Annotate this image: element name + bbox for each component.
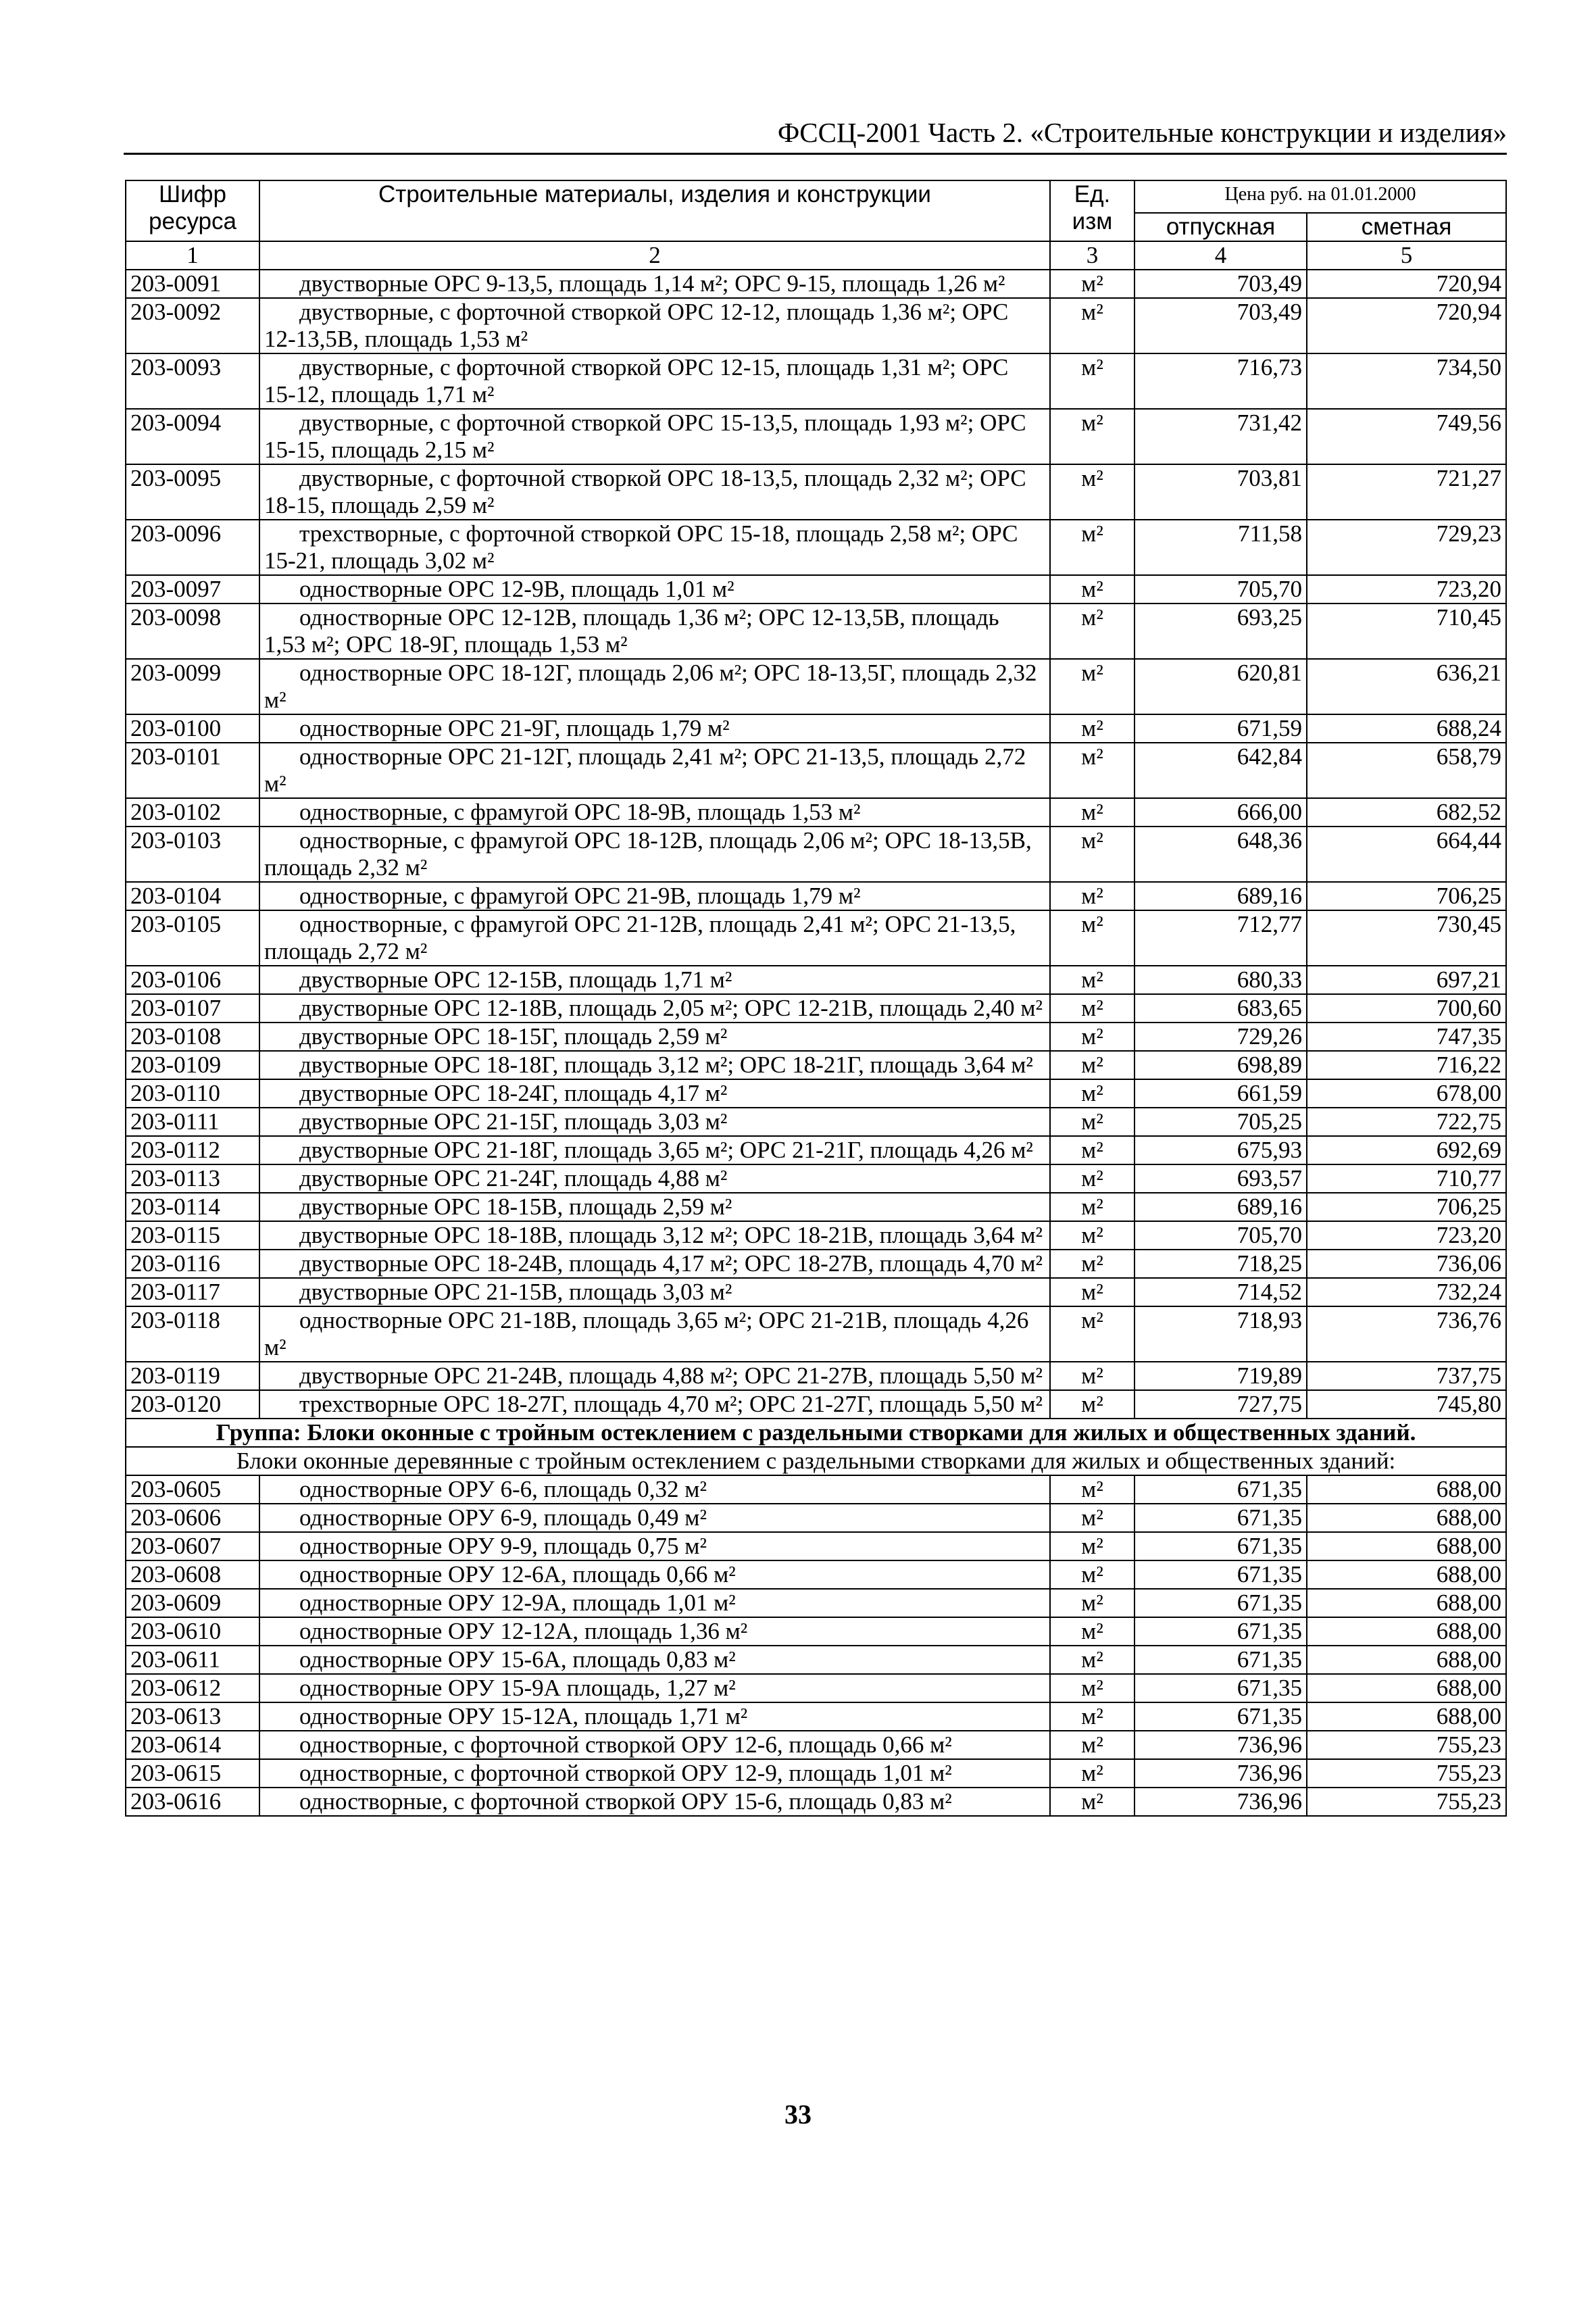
unit-cell: м²: [1050, 659, 1134, 714]
table-row: [126, 1164, 1506, 1193]
unit-cell: м²: [1050, 1250, 1134, 1278]
price-release-cell: 698,89: [1134, 1051, 1307, 1079]
resource-code: 203-0115: [126, 1221, 259, 1250]
item-description: двустворные ОРС 12-15В, площадь 1,71 м²: [259, 966, 1050, 994]
table-row: [126, 882, 1506, 910]
price-release-cell: 705,25: [1134, 1108, 1307, 1136]
item-description: двустворные ОРС 18-15Г, площадь 2,59 м²: [259, 1023, 1050, 1051]
price-table: [125, 180, 1507, 1817]
price-estimate-cell: 749,56: [1307, 409, 1506, 464]
item-description: двустворные ОРС 18-18В, площадь 3,12 м²; ОРС 18-21В, площадь 3,64 м²: [259, 1221, 1050, 1250]
resource-code: 203-0613: [126, 1702, 259, 1731]
item-description: двустворные ОРС 18-24Г, площадь 4,17 м²: [259, 1079, 1050, 1108]
unit-cell: м²: [1050, 1504, 1134, 1532]
unit-cell: м²: [1050, 1646, 1134, 1674]
table-row: [126, 1617, 1506, 1646]
unit-cell: м²: [1050, 882, 1134, 910]
price-estimate-cell: 755,23: [1307, 1731, 1506, 1759]
price-estimate-cell: 697,21: [1307, 966, 1506, 994]
price-release-cell: 703,49: [1134, 270, 1307, 298]
resource-code: 203-0093: [126, 353, 259, 409]
price-estimate-cell: 723,20: [1307, 1221, 1506, 1250]
price-release-cell: 703,81: [1134, 464, 1307, 520]
item-description: одностворные, с фрамугой ОРС 21-9В, площадь 1,79 м²: [259, 882, 1050, 910]
resource-code: 203-0100: [126, 714, 259, 743]
price-estimate-cell: 745,80: [1307, 1390, 1506, 1419]
price-estimate-cell: 755,23: [1307, 1788, 1506, 1816]
group-subtitle-row: [126, 1447, 1506, 1475]
resource-code: 203-0102: [126, 798, 259, 827]
item-description: одностворные, с фрамугой ОРС 18-12В, площадь 2,06 м²; ОРС 18-13,5В, площадь 2,32 м²: [259, 827, 1050, 882]
header-name: Строительные материалы, изделия и конструкции: [259, 180, 1050, 241]
price-estimate-cell: 664,44: [1307, 827, 1506, 882]
item-description: двустворные ОРС 9-13,5, площадь 1,14 м²; ОРС 9-15, площадь 1,26 м²: [259, 270, 1050, 298]
price-release-cell: 666,00: [1134, 798, 1307, 827]
price-estimate-cell: 688,00: [1307, 1475, 1506, 1504]
resource-code: 203-0615: [126, 1759, 259, 1788]
column-number: 4: [1134, 241, 1307, 270]
price-estimate-cell: 736,76: [1307, 1306, 1506, 1362]
resource-code: 203-0606: [126, 1504, 259, 1532]
price-estimate-cell: 729,23: [1307, 520, 1506, 575]
header-price: Цена руб. на 01.01.2000: [1134, 180, 1506, 213]
resource-code: 203-0611: [126, 1646, 259, 1674]
price-release-cell: 718,93: [1134, 1306, 1307, 1362]
price-release-cell: 731,42: [1134, 409, 1307, 464]
resource-code: 203-0108: [126, 1023, 259, 1051]
table-row: [126, 1731, 1506, 1759]
item-description: двустворные ОРС 21-24Г, площадь 4,88 м²: [259, 1164, 1050, 1193]
resource-code: 203-0103: [126, 827, 259, 882]
price-estimate-cell: 636,21: [1307, 659, 1506, 714]
resource-code: 203-0612: [126, 1674, 259, 1702]
unit-cell: м²: [1050, 1674, 1134, 1702]
resource-code: 203-0110: [126, 1079, 259, 1108]
price-release-cell: 671,35: [1134, 1504, 1307, 1532]
item-description: одностворные ОРУ 15-9А площадь, 1,27 м²: [259, 1674, 1050, 1702]
unit-cell: м²: [1050, 1617, 1134, 1646]
table-row: [126, 966, 1506, 994]
table-row: [126, 1646, 1506, 1674]
price-estimate-cell: 688,24: [1307, 714, 1506, 743]
price-estimate-cell: 688,00: [1307, 1617, 1506, 1646]
table-header-row: [126, 180, 1506, 213]
price-estimate-cell: 700,60: [1307, 994, 1506, 1023]
unit-cell: м²: [1050, 604, 1134, 659]
price-release-cell: 680,33: [1134, 966, 1307, 994]
price-estimate-cell: 688,00: [1307, 1646, 1506, 1674]
price-estimate-cell: 706,25: [1307, 882, 1506, 910]
unit-cell: м²: [1050, 464, 1134, 520]
table-row: [126, 575, 1506, 604]
column-number: 3: [1050, 241, 1134, 270]
price-release-cell: 736,96: [1134, 1759, 1307, 1788]
item-description: двустворные, с форточной створкой ОРС 12-15, площадь 1,31 м²; ОРС 15-12, площадь 1,71 м²: [259, 353, 1050, 409]
resource-code: 203-0107: [126, 994, 259, 1023]
price-estimate-cell: 747,35: [1307, 1023, 1506, 1051]
header-price-estimate: сметная: [1307, 213, 1506, 241]
resource-code: 203-0105: [126, 910, 259, 966]
group-title: Группа: Блоки оконные с тройным остеклением с раздельными створками для жилых и общественных зданий.: [126, 1419, 1506, 1447]
unit-cell: м²: [1050, 520, 1134, 575]
price-estimate-cell: 710,45: [1307, 604, 1506, 659]
resource-code: 203-0608: [126, 1560, 259, 1589]
price-estimate-cell: 716,22: [1307, 1051, 1506, 1079]
resource-code: 203-0614: [126, 1731, 259, 1759]
resource-code: 203-0109: [126, 1051, 259, 1079]
unit-cell: м²: [1050, 1759, 1134, 1788]
price-estimate-cell: 737,75: [1307, 1362, 1506, 1390]
unit-cell: м²: [1050, 966, 1134, 994]
unit-cell: м²: [1050, 994, 1134, 1023]
item-description: двустворные, с форточной створкой ОРС 12-12, площадь 1,36 м²; ОРС 12-13,5В, площадь 1,53 м²: [259, 298, 1050, 353]
table-row: [126, 1108, 1506, 1136]
unit-cell: м²: [1050, 1589, 1134, 1617]
table-row: [126, 270, 1506, 298]
unit-cell: м²: [1050, 1731, 1134, 1759]
resource-code: 203-0099: [126, 659, 259, 714]
item-description: одностворные, с форточной створкой ОРУ 15-6, площадь 0,83 м²: [259, 1788, 1050, 1816]
price-release-cell: 671,35: [1134, 1475, 1307, 1504]
item-description: двустворные ОРС 18-18Г, площадь 3,12 м²; ОРС 18-21Г, площадь 3,64 м²: [259, 1051, 1050, 1079]
unit-cell: м²: [1050, 798, 1134, 827]
price-release-cell: 736,96: [1134, 1731, 1307, 1759]
price-release-cell: 671,35: [1134, 1532, 1307, 1560]
price-release-cell: 705,70: [1134, 575, 1307, 604]
price-release-cell: 642,84: [1134, 743, 1307, 798]
price-estimate-cell: 688,00: [1307, 1589, 1506, 1617]
price-estimate-cell: 688,00: [1307, 1532, 1506, 1560]
price-estimate-cell: 723,20: [1307, 575, 1506, 604]
unit-cell: м²: [1050, 1788, 1134, 1816]
table-row: [126, 1532, 1506, 1560]
price-estimate-cell: 678,00: [1307, 1079, 1506, 1108]
table-row: [126, 409, 1506, 464]
header-price-release: отпускная: [1134, 213, 1307, 241]
table-row: [126, 714, 1506, 743]
unit-cell: м²: [1050, 1051, 1134, 1079]
unit-cell: м²: [1050, 298, 1134, 353]
price-estimate-cell: 720,94: [1307, 298, 1506, 353]
price-estimate-cell: 688,00: [1307, 1504, 1506, 1532]
table-row: [126, 1051, 1506, 1079]
item-description: двустворные ОРС 18-15В, площадь 2,59 м²: [259, 1193, 1050, 1221]
item-description: двустворные ОРС 21-15В, площадь 3,03 м²: [259, 1278, 1050, 1306]
resource-code: 203-0106: [126, 966, 259, 994]
item-description: одностворные ОРУ 6-6, площадь 0,32 м²: [259, 1475, 1050, 1504]
item-description: двустворные ОРС 12-18В, площадь 2,05 м²; ОРС 12-21В, площадь 2,40 м²: [259, 994, 1050, 1023]
price-estimate-cell: 721,27: [1307, 464, 1506, 520]
price-release-cell: 718,25: [1134, 1250, 1307, 1278]
price-release-cell: 671,35: [1134, 1646, 1307, 1674]
price-release-cell: 712,77: [1134, 910, 1307, 966]
table-row: [126, 520, 1506, 575]
resource-code: 203-0119: [126, 1362, 259, 1390]
price-estimate-cell: 688,00: [1307, 1702, 1506, 1731]
price-estimate-cell: 722,75: [1307, 1108, 1506, 1136]
item-description: двустворные ОРС 21-15Г, площадь 3,03 м²: [259, 1108, 1050, 1136]
table-row: [126, 1788, 1506, 1816]
resource-code: 203-0098: [126, 604, 259, 659]
item-description: одностворные ОРУ 12-6А, площадь 0,66 м²: [259, 1560, 1050, 1589]
table-row: [126, 910, 1506, 966]
item-description: одностворные ОРУ 12-9А, площадь 1,01 м²: [259, 1589, 1050, 1617]
unit-cell: м²: [1050, 1362, 1134, 1390]
price-release-cell: 671,35: [1134, 1702, 1307, 1731]
price-release-cell: 671,35: [1134, 1560, 1307, 1589]
unit-cell: м²: [1050, 1475, 1134, 1504]
price-release-cell: 671,35: [1134, 1617, 1307, 1646]
item-description: одностворные, с фрамугой ОРС 21-12В, площадь 2,41 м²; ОРС 21-13,5, площадь 2,72 м²: [259, 910, 1050, 966]
resource-code: 203-0104: [126, 882, 259, 910]
price-release-cell: 714,52: [1134, 1278, 1307, 1306]
item-description: двустворные ОРС 21-18Г, площадь 3,65 м²; ОРС 21-21Г, площадь 4,26 м²: [259, 1136, 1050, 1164]
price-estimate-cell: 658,79: [1307, 743, 1506, 798]
table-row: [126, 1504, 1506, 1532]
resource-code: 203-0609: [126, 1589, 259, 1617]
group-subtitle: Блоки оконные деревянные с тройным остеклением с раздельными створками для жилых и общественных зданий:: [126, 1447, 1506, 1475]
table-row: [126, 1306, 1506, 1362]
unit-cell: м²: [1050, 1079, 1134, 1108]
price-release-cell: 661,59: [1134, 1079, 1307, 1108]
item-description: одностворные ОРС 12-9В, площадь 1,01 м²: [259, 575, 1050, 604]
table-row: [126, 827, 1506, 882]
table-row: [126, 1674, 1506, 1702]
resource-code: 203-0120: [126, 1390, 259, 1419]
price-estimate-cell: 734,50: [1307, 353, 1506, 409]
item-description: двустворные, с форточной створкой ОРС 15-13,5, площадь 1,93 м²; ОРС 15-15, площадь 2,15 м²: [259, 409, 1050, 464]
column-number: 1: [126, 241, 259, 270]
table-row: [126, 1702, 1506, 1731]
resource-code: 203-0610: [126, 1617, 259, 1646]
price-release-cell: 620,81: [1134, 659, 1307, 714]
item-description: одностворные ОРУ 12-12А, площадь 1,36 м²: [259, 1617, 1050, 1646]
price-estimate-cell: 682,52: [1307, 798, 1506, 827]
price-release-cell: 727,75: [1134, 1390, 1307, 1419]
table-row: [126, 1250, 1506, 1278]
table-row: [126, 1136, 1506, 1164]
item-description: одностворные, с фрамугой ОРС 18-9В, площадь 1,53 м²: [259, 798, 1050, 827]
resource-code: 203-0616: [126, 1788, 259, 1816]
page-number: 33: [784, 2099, 812, 2130]
unit-cell: м²: [1050, 1193, 1134, 1221]
table-row: [126, 1475, 1506, 1504]
price-estimate-cell: 720,94: [1307, 270, 1506, 298]
price-release-cell: 736,96: [1134, 1788, 1307, 1816]
unit-cell: м²: [1050, 1560, 1134, 1589]
unit-cell: м²: [1050, 1136, 1134, 1164]
price-release-cell: 716,73: [1134, 353, 1307, 409]
item-description: одностворные ОРС 12-12В, площадь 1,36 м²; ОРС 12-13,5В, площадь 1,53 м²; ОРС 18-9Г, площадь 1,53 м²: [259, 604, 1050, 659]
item-description: одностворные ОРУ 15-6А, площадь 0,83 м²: [259, 1646, 1050, 1674]
column-number: 2: [259, 241, 1050, 270]
item-description: одностворные ОРС 21-12Г, площадь 2,41 м²; ОРС 21-13,5, площадь 2,72 м²: [259, 743, 1050, 798]
price-estimate-cell: 736,06: [1307, 1250, 1506, 1278]
table-row: [126, 994, 1506, 1023]
resource-code: 203-0113: [126, 1164, 259, 1193]
price-estimate-cell: 755,23: [1307, 1759, 1506, 1788]
price-release-cell: 693,25: [1134, 604, 1307, 659]
unit-cell: м²: [1050, 1532, 1134, 1560]
item-description: двустворные, с форточной створкой ОРС 18-13,5, площадь 2,32 м²; ОРС 18-15, площадь 2,59 м²: [259, 464, 1050, 520]
table-row: [126, 1589, 1506, 1617]
resource-code: 203-0094: [126, 409, 259, 464]
unit-cell: м²: [1050, 1390, 1134, 1419]
resource-code: 203-0605: [126, 1475, 259, 1504]
unit-cell: м²: [1050, 743, 1134, 798]
item-description: двустворные ОРС 21-24В, площадь 4,88 м²; ОРС 21-27В, площадь 5,50 м²: [259, 1362, 1050, 1390]
resource-code: 203-0114: [126, 1193, 259, 1221]
item-description: трехстворные, с форточной створкой ОРС 15-18, площадь 2,58 м²; ОРС 15-21, площадь 3,02 м²: [259, 520, 1050, 575]
table-row: [126, 798, 1506, 827]
resource-code: 203-0112: [126, 1136, 259, 1164]
header-code: Шифр ресурса: [126, 180, 259, 241]
price-estimate-cell: 732,24: [1307, 1278, 1506, 1306]
unit-cell: м²: [1050, 714, 1134, 743]
price-release-cell: 671,35: [1134, 1674, 1307, 1702]
group-title-row: [126, 1419, 1506, 1447]
item-description: одностворные ОРУ 6-9, площадь 0,49 м²: [259, 1504, 1050, 1532]
table-row: [126, 1390, 1506, 1419]
unit-cell: м²: [1050, 1278, 1134, 1306]
item-description: одностворные ОРУ 9-9, площадь 0,75 м²: [259, 1532, 1050, 1560]
price-release-cell: 703,49: [1134, 298, 1307, 353]
item-description: двустворные ОРС 18-24В, площадь 4,17 м²; ОРС 18-27В, площадь 4,70 м²: [259, 1250, 1050, 1278]
table-row: [126, 298, 1506, 353]
price-estimate-cell: 710,77: [1307, 1164, 1506, 1193]
price-release-cell: 675,93: [1134, 1136, 1307, 1164]
price-release-cell: 671,35: [1134, 1589, 1307, 1617]
header-rule: [124, 153, 1507, 155]
header-unit: Ед. изм: [1050, 180, 1134, 241]
price-release-cell: 693,57: [1134, 1164, 1307, 1193]
unit-cell: м²: [1050, 353, 1134, 409]
unit-cell: м²: [1050, 1164, 1134, 1193]
table-row: [126, 1560, 1506, 1589]
unit-cell: м²: [1050, 1108, 1134, 1136]
price-estimate-cell: 688,00: [1307, 1674, 1506, 1702]
unit-cell: м²: [1050, 1702, 1134, 1731]
table-row: [126, 1023, 1506, 1051]
price-release-cell: 719,89: [1134, 1362, 1307, 1390]
price-release-cell: 689,16: [1134, 1193, 1307, 1221]
resource-code: 203-0097: [126, 575, 259, 604]
resource-code: 203-0116: [126, 1250, 259, 1278]
item-description: одностворные ОРС 21-9Г, площадь 1,79 м²: [259, 714, 1050, 743]
price-estimate-cell: 706,25: [1307, 1193, 1506, 1221]
price-release-cell: 711,58: [1134, 520, 1307, 575]
table-row: [126, 353, 1506, 409]
price-release-cell: 683,65: [1134, 994, 1307, 1023]
resource-code: 203-0117: [126, 1278, 259, 1306]
table-row: [126, 659, 1506, 714]
price-release-cell: 671,59: [1134, 714, 1307, 743]
price-release-cell: 705,70: [1134, 1221, 1307, 1250]
resource-code: 203-0095: [126, 464, 259, 520]
price-release-cell: 648,36: [1134, 827, 1307, 882]
resource-code: 203-0091: [126, 270, 259, 298]
item-description: одностворные ОРС 21-18В, площадь 3,65 м²; ОРС 21-21В, площадь 4,26 м²: [259, 1306, 1050, 1362]
item-description: одностворные ОРС 18-12Г, площадь 2,06 м²; ОРС 18-13,5Г, площадь 2,32 м²: [259, 659, 1050, 714]
table-row: [126, 604, 1506, 659]
unit-cell: м²: [1050, 1306, 1134, 1362]
table-row: [126, 1278, 1506, 1306]
unit-cell: м²: [1050, 910, 1134, 966]
resource-code: 203-0096: [126, 520, 259, 575]
table-row: [126, 1079, 1506, 1108]
unit-cell: м²: [1050, 575, 1134, 604]
unit-cell: м²: [1050, 827, 1134, 882]
price-release-cell: 689,16: [1134, 882, 1307, 910]
item-description: одностворные, с форточной створкой ОРУ 12-9, площадь 1,01 м²: [259, 1759, 1050, 1788]
table-row: [126, 1221, 1506, 1250]
price-estimate-cell: 730,45: [1307, 910, 1506, 966]
table-row: [126, 743, 1506, 798]
column-number-row: [126, 241, 1506, 270]
item-description: трехстворные ОРС 18-27Г, площадь 4,70 м²; ОРС 21-27Г, площадь 5,50 м²: [259, 1390, 1050, 1419]
unit-cell: м²: [1050, 1221, 1134, 1250]
resource-code: 203-0101: [126, 743, 259, 798]
resource-code: 203-0111: [126, 1108, 259, 1136]
table-row: [126, 464, 1506, 520]
resource-code: 203-0092: [126, 298, 259, 353]
price-estimate-cell: 688,00: [1307, 1560, 1506, 1589]
item-description: одностворные, с форточной створкой ОРУ 12-6, площадь 0,66 м²: [259, 1731, 1050, 1759]
price-release-cell: 729,26: [1134, 1023, 1307, 1051]
table-row: [126, 1759, 1506, 1788]
price-estimate-cell: 692,69: [1307, 1136, 1506, 1164]
unit-cell: м²: [1050, 270, 1134, 298]
unit-cell: м²: [1050, 409, 1134, 464]
resource-code: 203-0118: [126, 1306, 259, 1362]
resource-code: 203-0607: [126, 1532, 259, 1560]
table-row: [126, 1193, 1506, 1221]
item-description: одностворные ОРУ 15-12А, площадь 1,71 м²: [259, 1702, 1050, 1731]
table-row: [126, 1362, 1506, 1390]
column-number: 5: [1307, 241, 1506, 270]
document-header: ФССЦ-2001 Часть 2. «Строительные конструкции и изделия»: [777, 117, 1507, 148]
unit-cell: м²: [1050, 1023, 1134, 1051]
